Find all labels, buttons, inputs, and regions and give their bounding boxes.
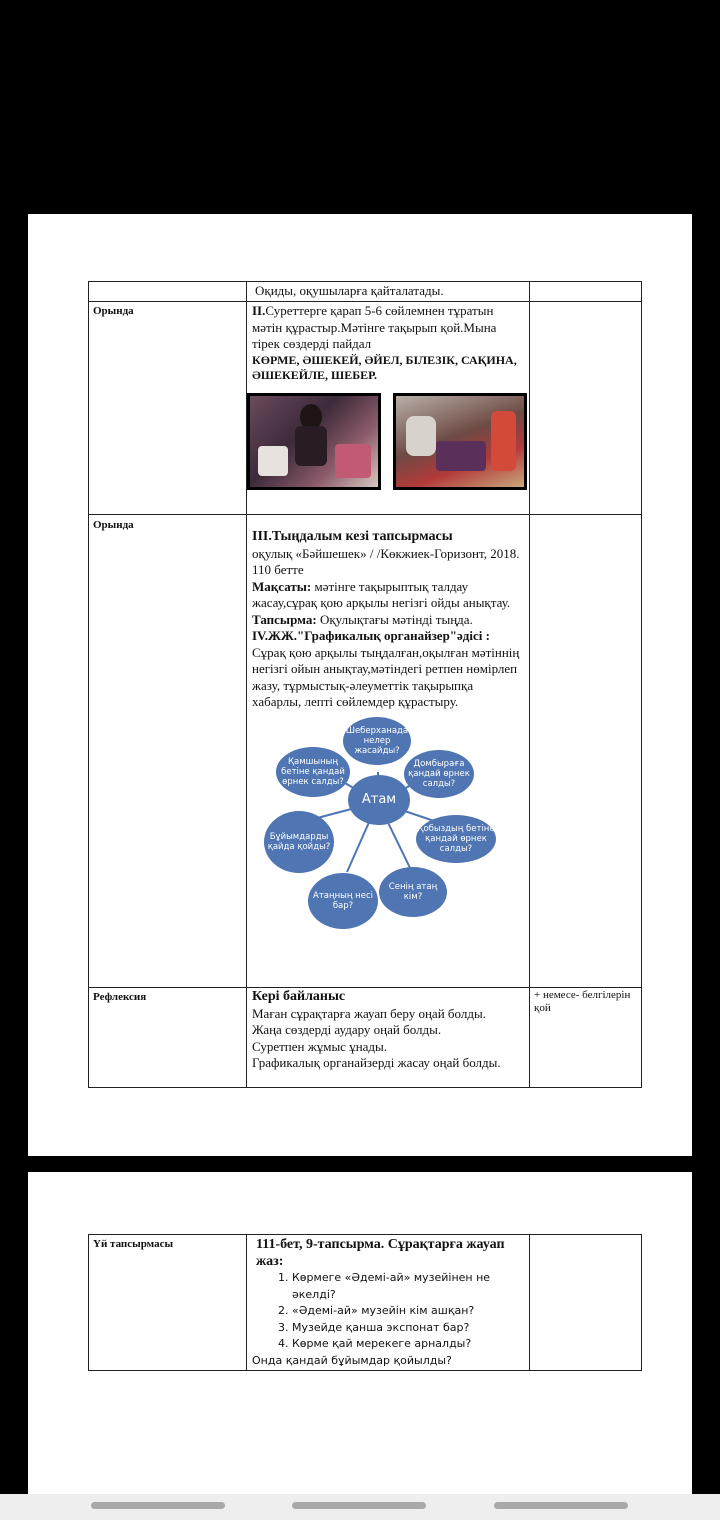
feedback-title: Кері байланыс: [252, 989, 346, 1004]
craft-photo: [393, 393, 527, 490]
organizer-node: Қамшының бетіне қандай өрнек салды?: [276, 747, 350, 797]
keywords: КӨРМЕ, ӘШЕКЕЙ, ӘЙЕЛ, БІЛЕЗІК, САҚИНА, ӘШЕКЕЙЛЕ, ШЕБЕР.: [252, 352, 517, 382]
homework-title: 111-бет, 9-тапсырма. Сұрақтарға жауап жаз:: [256, 1237, 505, 1269]
document-page-1: [28, 214, 692, 1156]
table-row: [89, 282, 642, 302]
cell-text: Оқиды, оқушыларға қайталатады.: [247, 282, 530, 302]
method: IV.ЖЖ."Графикалық органайзер"әдісі : Сұрақ қою арқылы тыңдалған,оқылған мәтіннің негізгі ойын анықтау,мәтіндегі ретпен нөмірлеп жазу, тұрмыстық-әлеуметтік тақырыпқа хабарлы, лепті сөйлемдер құрастыру.: [252, 628, 520, 709]
nav-handle-left[interactable]: [91, 1502, 225, 1509]
cell-empty: [530, 1235, 642, 1371]
list-item: 1. Көрмеге «Әдемі-ай» музейінен не әкелді?: [292, 1270, 525, 1303]
nav-handle-right[interactable]: [494, 1502, 628, 1509]
table-row: [89, 1235, 642, 1371]
task: Тапсырма: Оқулықтағы мәтінді тыңда.: [252, 611, 473, 627]
organizer-node: Домбыраға қандай өрнек салды?: [404, 750, 474, 798]
photos: [247, 383, 525, 495]
row-label: Үй тапсырмасы: [89, 1235, 247, 1371]
organizer-node: Сенің атаң кім?: [379, 867, 447, 917]
feedback-line: Жаңа сөздерді аудару оңай болды.: [252, 1022, 442, 1037]
redacted-header-area: [0, 0, 720, 214]
exhibition-photo: [247, 393, 381, 490]
lesson-table: [88, 281, 642, 1088]
row-label: Орында: [89, 515, 247, 988]
task-2-cell: [247, 302, 530, 515]
homework-cell: [247, 1235, 530, 1371]
feedback-line: Маған сұрақтарға жауап беру оңай болды.: [252, 1005, 486, 1021]
homework-table: [88, 1234, 642, 1371]
organizer-node: Бұйымдарды қайда қойды?: [264, 811, 334, 873]
reflection-note: + немесе- белгілерін қой: [530, 988, 642, 1088]
feedback-line: Суретпен жұмыс ұнады.: [252, 1038, 388, 1054]
organizer-center-node: Атам: [348, 775, 410, 825]
cell-empty: [89, 282, 247, 302]
cell-empty: [530, 282, 642, 302]
list-item: 2. «Әдемі-ай» музейін кім ашқан?: [292, 1303, 525, 1320]
nav-handle-center[interactable]: [292, 1502, 426, 1509]
table-row: [89, 988, 642, 1088]
feedback-line: Графикалық органайзерді жасау оңай болды.: [252, 1055, 501, 1070]
trailing-question: Онда қандай бұйымдар қойылды?: [252, 1353, 452, 1367]
list-item: 3. Музейде қанша экспонат бар?: [292, 1320, 525, 1337]
table-row: [89, 302, 642, 515]
list-item: 4. Көрме қай мерекеге арналды?: [292, 1336, 525, 1353]
source: оқулық «Бәйшешек» / /Көкжиек-Горизонт, 2018.: [252, 545, 520, 561]
organizer-node: Шеберханада нелер жасайды?: [343, 717, 411, 765]
listening-task-cell: [247, 515, 530, 988]
organizer-node: Қобыздың бетіне қандай өрнек салды?: [416, 815, 496, 863]
cell-empty: [530, 302, 642, 515]
cell-empty: [530, 515, 642, 988]
task-2-text: ІІ.Суреттерге қарап 5-6 сөйлемнен тұратын мәтін құрастыр.Мәтінге тақырып қой.Мына тірек сөздерді пайдал: [252, 303, 497, 351]
listening-title: ІІІ.Тыңдалым кезі тапсырмасы: [252, 529, 453, 544]
organizer-node: Атаңның несі бар?: [308, 873, 378, 929]
question-list: [252, 1270, 525, 1353]
row-label: Орында: [89, 302, 247, 515]
graphic-organizer: [252, 717, 522, 932]
document-page-2: [28, 1172, 692, 1494]
goal: Мақсаты: мәтінге тақырыптық талдау жасау,сұрақ қою арқылы негізгі ойды анықтау.: [252, 578, 511, 610]
feedback-cell: [247, 988, 530, 1088]
page-ref: 110 бетте: [252, 562, 304, 577]
row-label: Рефлексия: [89, 988, 247, 1088]
table-row: [89, 515, 642, 988]
